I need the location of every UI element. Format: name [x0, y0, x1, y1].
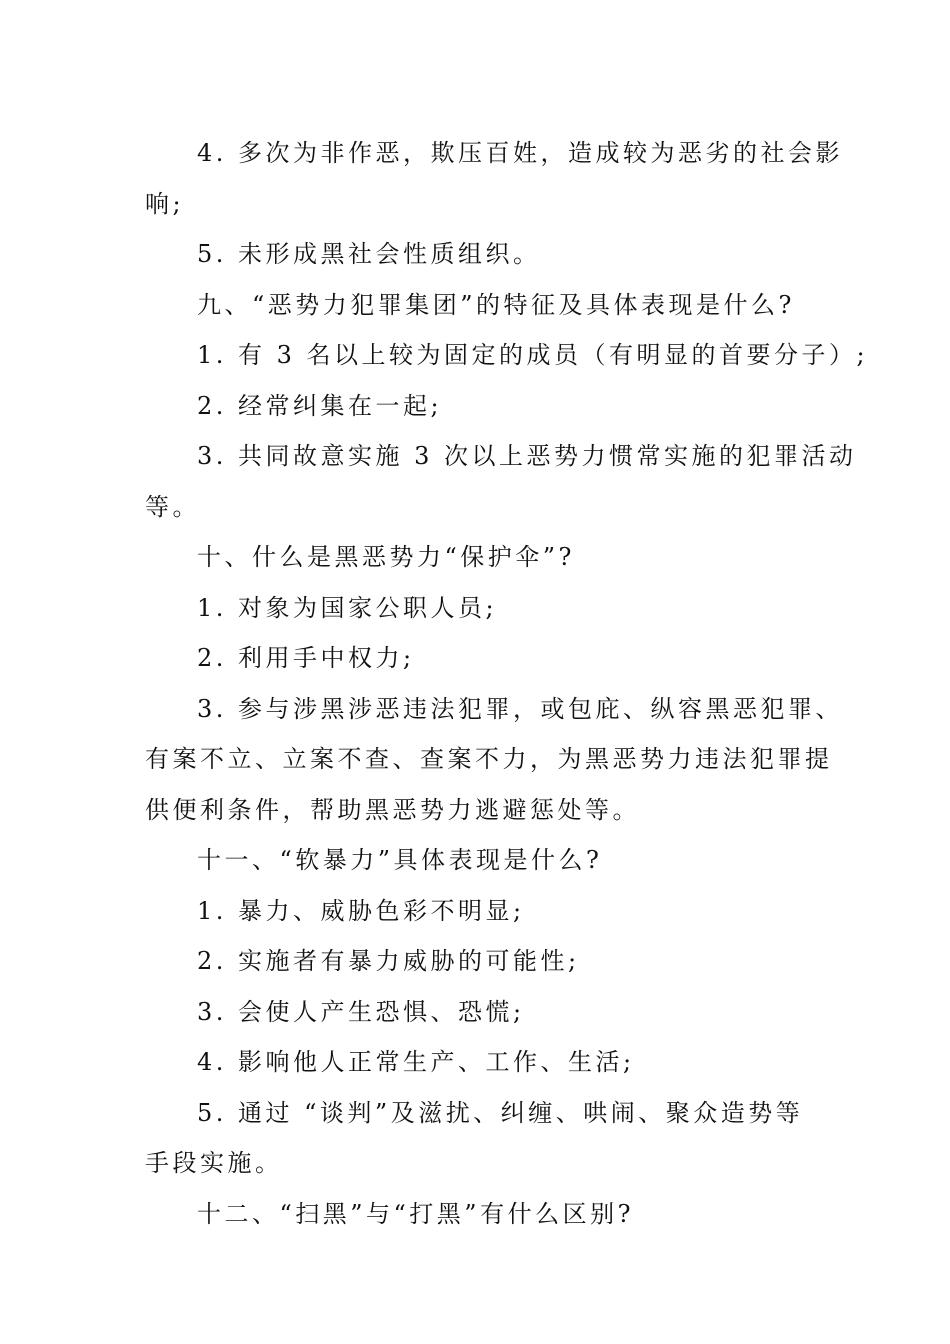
section-heading: 九、“恶势力犯罪集团”的特征及具体表现是什么? — [197, 290, 795, 319]
text-line: 2. 利用手中权力; — [197, 644, 415, 672]
section-heading: 十一、“软暴力”具体表现是什么? — [197, 846, 603, 874]
text-line: 5. 未形成黑社会性质组织。 — [197, 240, 541, 268]
text-line: 3. 会使人产生恐惧、恐慌; — [197, 997, 525, 1026]
section-heading: 十二、“扫黑”与“打黑”有什么区别? — [197, 1199, 634, 1228]
text-line: 响; — [145, 189, 185, 218]
text-line: 1. 有 3 名以上较为固定的成员（有明显的首要分子）; — [197, 341, 869, 369]
section-heading: 十、什么是黑恶势力“保护伞”? — [197, 543, 575, 571]
text-line: 1. 对象为国家公职人员; — [197, 593, 498, 622]
text-line: 4. 影响他人正常生产、工作、生活; — [197, 1048, 635, 1076]
text-line: 1. 暴力、威胁色彩不明显; — [197, 896, 525, 925]
text-line: 有案不立、立案不查、查案不力，为黑恶势力违法犯罪提 — [145, 745, 833, 773]
document-page — [145, 128, 869, 1239]
text-line: 手段实施。 — [145, 1149, 283, 1177]
text-line: 供便利条件，帮助黑恶势力逃避惩处等。 — [145, 795, 640, 824]
text-line: 4. 多次为非作恶，欺压百姓，造成较为恶劣的社会影 — [197, 139, 844, 167]
text-line: 5. 通过 “谈判”及滋扰、纠缠、哄闹、聚众造势等 — [197, 1098, 804, 1127]
text-line: 2. 实施者有暴力威胁的可能性; — [197, 947, 580, 975]
text-line: 3. 参与涉黑涉恶违法犯罪，或包庇、纵容黑恶犯罪、 — [197, 694, 844, 723]
text-line: 2. 经常纠集在一起; — [197, 391, 443, 420]
text-line: 3. 共同故意实施 3 次以上恶势力惯常实施的犯罪活动 — [197, 442, 857, 470]
text-line: 等。 — [145, 492, 200, 521]
